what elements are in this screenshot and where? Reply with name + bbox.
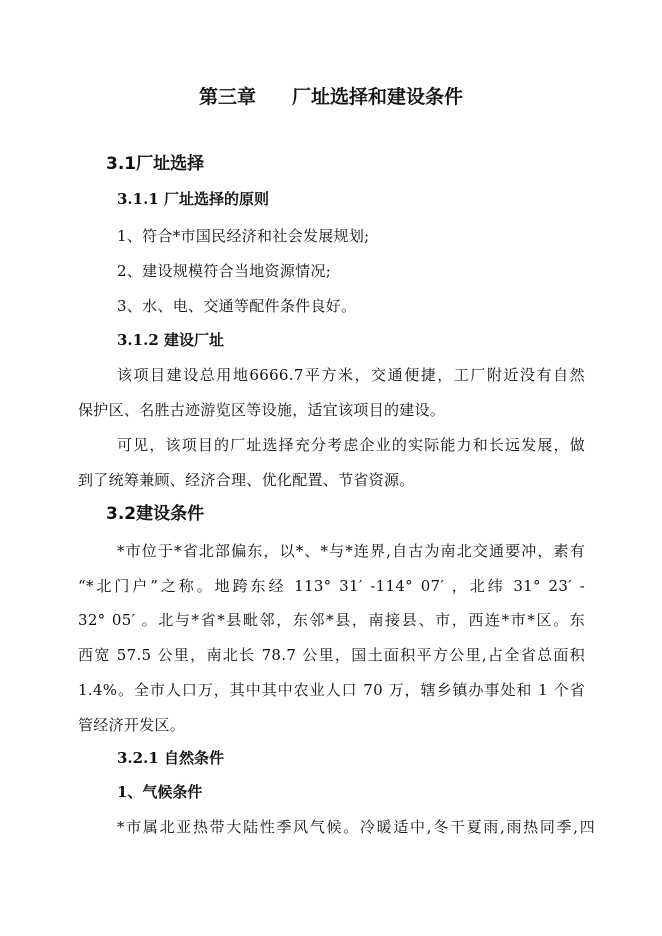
site-paragraph-1-line-1: 该项目建设总用地6666.7平方米，交通便捷，工厂附近没有自然 [117, 366, 585, 384]
chapter-name: 厂址选择和建设条件 [292, 86, 464, 108]
climate-line-1: *市属北亚热带大陆性季风气候。冷暖适中,冬干夏雨,雨热同季,四 [117, 818, 595, 836]
principle-item-1: 1、符合*市国民经济和社会发展规划; [117, 227, 370, 245]
section-3-1-heading: 3.1厂址选择 [106, 154, 205, 174]
conditions-line-6: 管经济开发区。 [78, 716, 186, 734]
site-paragraph-2-line-1: 可见，该项目的厂址选择充分考虑企业的实际能力和长远发展，做 [117, 436, 585, 454]
conditions-line-2: “*北门户”之称。地跨东经 113° 31′ -114° 07′ ，北纬 31° 23′ - [78, 577, 585, 595]
conditions-line-4: 西宽 57.5 公里，南北长 78.7 公里，国土面积平方公里,占全省总面积 [78, 646, 585, 664]
chapter-title [0, 87, 662, 107]
conditions-line-5: 1.4%。全市人口万，其中其中农业人口 70 万，辖乡镇办事处和 1 个省 [78, 681, 585, 699]
principle-item-3: 3、水、电、交通等配件条件良好。 [117, 297, 357, 315]
site-paragraph-1-line-2: 保护区、名胜古迹游览区等设施，适宜该项目的建设。 [78, 401, 446, 419]
principle-item-2: 2、建设规模符合当地资源情况; [117, 262, 332, 280]
site-paragraph-2-line-2: 到了统筹兼顾、经济合理、优化配置、节省资源。 [78, 471, 415, 489]
section-3-1-2-heading: 3.1.2 建设厂址 [117, 331, 224, 349]
section-3-1-1-heading: 3.1.1 厂址选择的原则 [117, 190, 269, 208]
section-3-2-1-heading: 3.2.1 自然条件 [117, 749, 224, 767]
conditions-line-3: 32° 05′ 。北与*省*县毗邻，东邻*县，南接县、市，西连*市*区。东 [78, 611, 585, 629]
chapter-number: 第三章 [198, 86, 256, 108]
climate-heading: 1、气候条件 [117, 783, 203, 801]
conditions-line-1: *市位于*省北部偏东，以*、*与*连界,自古为南北交通要冲，素有 [117, 542, 585, 560]
section-3-2-heading: 3.2建设条件 [106, 504, 205, 524]
